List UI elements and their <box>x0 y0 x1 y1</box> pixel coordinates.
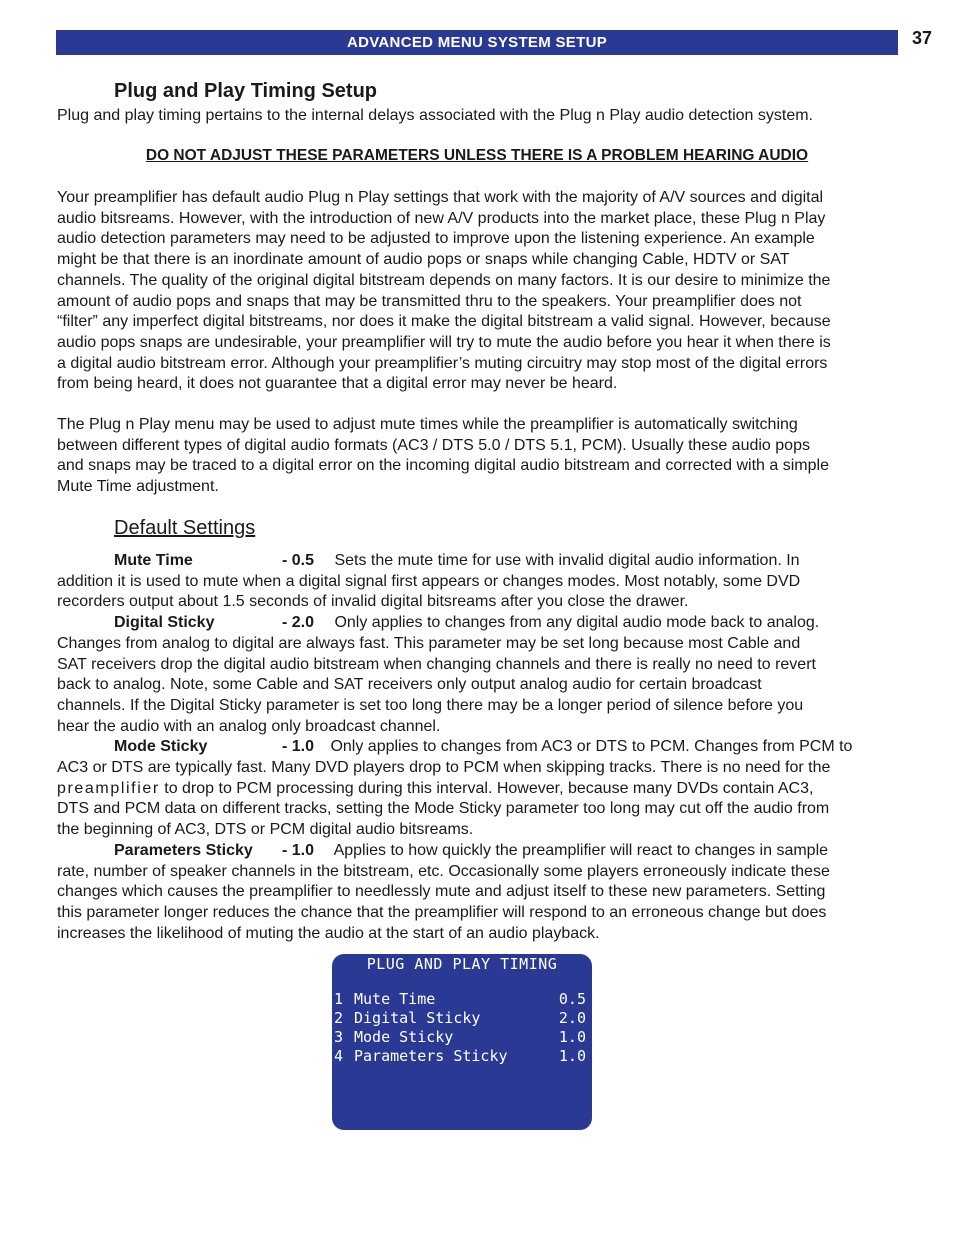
setting-value: - 1.0 <box>282 738 315 756</box>
p1-line: Your preamplifier has default audio Plug n Play settings that work with the majority of A/V sources and digital <box>57 189 824 206</box>
setting-line: back to analog. Note, some Cable and SAT receivers only output analog audio for certain broadcast <box>57 676 762 694</box>
setting-line: AC3 or DTS are typically fast. Many DVD players drop to PCM when skipping tracks. There is no need for the <box>57 759 831 777</box>
settings-list <box>57 551 897 944</box>
setting-value: - 0.5 <box>282 552 315 569</box>
osd-row-mode-sticky <box>334 1028 586 1047</box>
osd-row-value: 1.0 <box>558 1047 586 1065</box>
setting-line: hear the audio with an analog only broadcast channel. <box>57 717 441 735</box>
p2-line: The Plug n Play menu may be used to adjust mute times while the preamplifier is automatically switching <box>57 416 798 433</box>
setting-value: - 2.0 <box>282 614 315 632</box>
osd-row-value: 0.5 <box>558 990 586 1008</box>
osd-row-number: 4 <box>334 1047 344 1065</box>
osd-row-parameters-sticky <box>334 1047 586 1066</box>
setting-name: Mute Time <box>114 552 193 569</box>
setting-line: SAT receivers drop the digital audio bitstream when changing channels and there is really no need to revert <box>57 655 816 673</box>
osd-menu-screen <box>332 954 592 1130</box>
setting-desc: Only applies to changes from any digital audio mode back to analog. <box>334 614 820 632</box>
setting-line-preamp <box>57 779 897 800</box>
osd-row-mute-time <box>334 990 586 1009</box>
setting-parameters-sticky <box>57 841 897 862</box>
setting-name: Digital Sticky <box>114 614 215 632</box>
header-title: ADVANCED MENU SYSTEM SETUP <box>346 34 608 51</box>
page-number: 37 <box>912 28 933 48</box>
default-settings-title: Default Settings <box>114 517 256 539</box>
osd-row-number: 3 <box>334 1028 344 1046</box>
osd-row-label: Digital Sticky <box>354 1009 481 1027</box>
setting-desc: Applies to how quickly the preamplifier will react to changes in sample <box>333 841 829 859</box>
p1-line: audio pops snaps are undesirable, your preamplifier will try to mute the audio before you hear it when there is <box>57 333 831 351</box>
p1-line: audio bitsreams. However, with the introduction of new A/V products into the market place, these Plug n Play <box>57 209 826 227</box>
p2-line: Mute Time adjustment. <box>57 478 219 496</box>
setting-line: channels. If the Digital Sticky parameter is set too long there may be a longer period of silence before you <box>57 696 804 714</box>
osd-row-label: Mute Time <box>354 990 436 1008</box>
osd-row-label: Parameters Sticky <box>354 1047 508 1065</box>
setting-line: addition it is used to mute when a digital signal first appears or changes modes. Most notably, some DVD <box>57 572 801 590</box>
p1-line: might be that there is an inordinate amount of audio pops or snaps while changing Cable, HDTV or SAT <box>57 251 790 269</box>
setting-line: the beginning of AC3, DTS or PCM digital audio bitsreams. <box>57 821 474 839</box>
p2-line: and snaps may be traced to a digital error on the incoming digital audio bitstream and corrected with a simple <box>57 457 829 475</box>
osd-row-number: 1 <box>334 990 344 1008</box>
setting-line: Changes from analog to digital are always fast. This parameter may be set long because most Cable and <box>57 634 801 652</box>
osd-row-digital-sticky <box>334 1009 586 1028</box>
p1-line: audio detection parameters may need to be adjusted to improve upon the listening experience. An example <box>57 230 815 248</box>
setting-line: changes which causes the preamplifier to needlessly mute and adjust itself to these new parameters. Setting <box>57 883 826 901</box>
page-header-bar <box>56 30 898 55</box>
setting-value: - 1.0 <box>282 841 315 859</box>
section-title: Plug and Play Timing Setup <box>114 80 377 102</box>
osd-row-value: 1.0 <box>558 1028 586 1046</box>
p1-line: channels. The quality of the original digital bitstream depends on many factors. It is our desire to minimize the <box>57 271 831 289</box>
setting-mute-time <box>57 551 897 572</box>
preamplifier-word: preamplifier <box>57 779 160 797</box>
setting-desc: Sets the mute time for use with invalid digital audio information. In <box>334 552 800 569</box>
intro-paragraph: Plug and play timing pertains to the internal delays associated with the Plug n Play audio detection system. <box>57 107 813 124</box>
setting-mode-sticky <box>57 737 897 758</box>
osd-row-label: Mode Sticky <box>354 1028 454 1046</box>
osd-row-value: 2.0 <box>558 1009 586 1027</box>
osd-title: PLUG AND PLAY TIMING <box>366 955 558 973</box>
setting-desc: Only applies to changes from AC3 or DTS to PCM. Changes from PCM to <box>330 738 853 756</box>
warning-notice: DO NOT ADJUST THESE PARAMETERS UNLESS THERE IS A PROBLEM HEARING AUDIO <box>145 147 809 164</box>
setting-line: rate, number of speaker channels in the bitstream, etc. Occasionally some players erroneously indicate these <box>57 862 830 880</box>
setting-digital-sticky <box>57 613 897 634</box>
setting-line: this parameter longer reduces the chance that the preamplifier will respond to an erroneous change but does <box>57 903 827 921</box>
setting-name: Parameters Sticky <box>114 841 253 859</box>
paragraph-1 <box>57 188 897 395</box>
p1-line: amount of audio pops and snaps that may be transmitted thru to the speakers. Your preamplifier does not <box>57 292 802 310</box>
paragraph-2 <box>57 415 897 498</box>
osd-row-number: 2 <box>334 1009 344 1027</box>
setting-line: increases the likelihood of muting the audio at the start of an audio playback. <box>57 924 600 942</box>
setting-line: DTS and PCM data on different tracks, setting the Mode Sticky parameter too long may cut off the audio from <box>57 800 830 818</box>
p2-line: between different types of digital audio formats (AC3 / DTS 5.0 / DTS 5.1, PCM). Usually these audio pops <box>57 436 810 454</box>
p1-line: a digital audio bitstream error. Although your preamplifier’s muting circuitry may stop most of the digital errors <box>57 354 828 372</box>
setting-line: recorders output about 1.5 seconds of invalid digital bitsreams after you close the drawer. <box>57 593 689 611</box>
p1-line: “filter” any imperfect digital bitstreams, nor does it make the digital bitstream a valid signal. However, because <box>57 313 831 331</box>
setting-name: Mode Sticky <box>114 738 208 756</box>
p1-line: from being heard, it does not guarantee that a digital error may never be heard. <box>57 375 618 393</box>
preamp-rest: to drop to PCM processing during this interval. However, because many DVDs contain AC3, <box>159 779 814 797</box>
